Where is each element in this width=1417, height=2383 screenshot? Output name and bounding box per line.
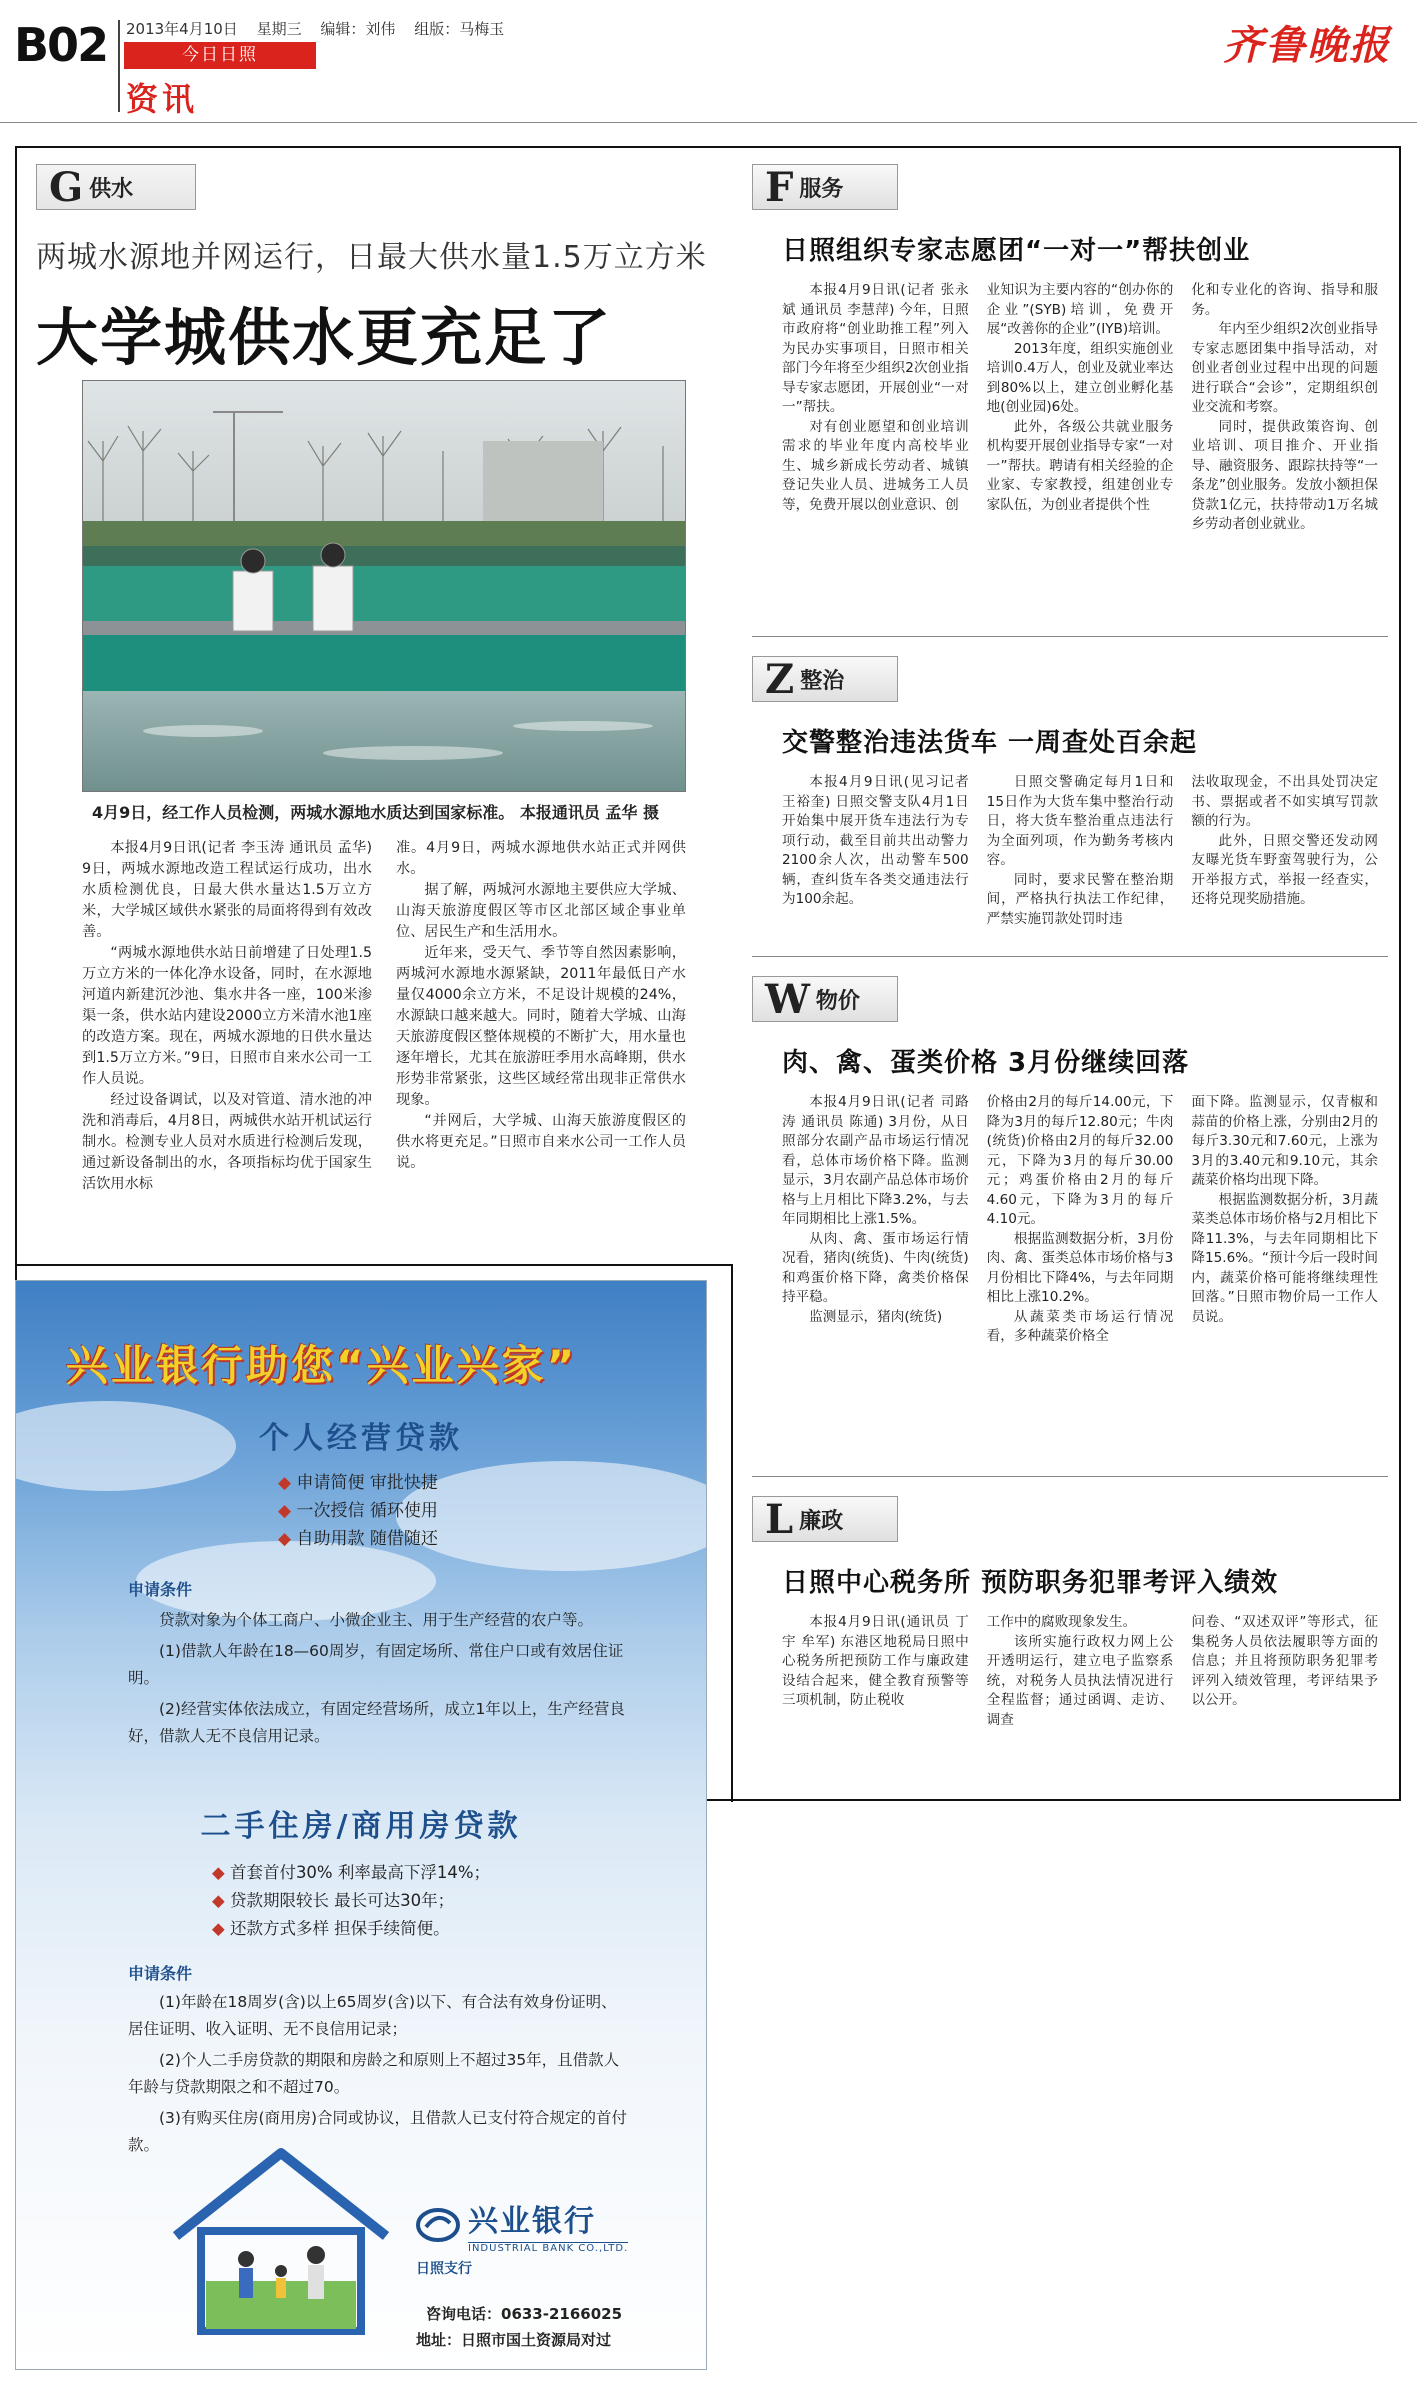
story-prices xyxy=(752,976,1389,1456)
bank-name: 兴业银行 xyxy=(468,2204,596,2239)
story-traffic xyxy=(752,656,1389,946)
story-separator xyxy=(752,956,1388,961)
section-letter: F xyxy=(765,163,794,211)
paragraph: 监测显示，猪肉(统货) xyxy=(809,1308,943,1325)
story-separator xyxy=(752,636,1388,641)
section-letter: G xyxy=(49,163,84,211)
story-column xyxy=(987,773,1174,943)
story-columns xyxy=(752,1613,1388,1783)
story-column xyxy=(987,1613,1174,1783)
ad-product-housing-loan: 二手住房/商用房贷款 xyxy=(200,1809,522,1844)
frame-divider-horizontal xyxy=(15,1264,733,1266)
paragraph: “并网后，大学城、山海天旅游度假区的供水将更充足。”日照市自来水公司一工作人员说。 xyxy=(396,1113,686,1171)
bank-advertisement xyxy=(15,1280,707,2370)
bank-logo xyxy=(416,2196,628,2278)
paragraph: 近年来，受天气、季节等自然因素影响，两城河水源地水源紧缺，2011年最低日产水量仅4000余立方米，不足设计规模的24%，水源缺口越来越大。同时，随着大学城、山海天旅游度假区整体规模的不断扩大，用水量也逐年增长，尤其在旅游旺季用水高峰期，供水形势非常紧张，这些区域经常出现非正常供水现象。 xyxy=(396,945,686,1108)
paragraph: 同时，提供政策咨询、创业培训、项目推介、开业指导、融资服务、跟踪扶持等“一条龙”创业服务。发放小额担保贷款1亿元，扶持带动1万名城乡劳动者创业就业。 xyxy=(1191,418,1379,532)
header-divider xyxy=(118,20,120,112)
story-column xyxy=(1191,1093,1378,1453)
paragraph: 本报4月9日讯(见习记者 王裕奎) 日照交警支队4月1日开始集中展开货车违法行为专项行动，截至目前共出动警力2100余人次，出动警车500辆，查纠货车各类交通违法行为100余起。 xyxy=(782,774,969,907)
paragraph: 工作中的腐败现象发生。 xyxy=(986,1614,1137,1630)
condition-text: (1)年龄在18周岁(含)以上65周岁(含)以下、有合法有效身份证明、居住证明、收入证明、无不良信用记录； xyxy=(128,1993,617,2038)
section-tag-service xyxy=(752,164,898,210)
story-headline: 大学城供水更充足了 xyxy=(36,301,613,374)
paragraph: 本报4月9日讯(记者 张永斌 通讯员 李慧萍) 今年，日照市政府将“创业助推工程”列入为民办实事项目，日照市相关部门今年将至少组织2次创业指导专家志愿团，开展创业“一对一”帮扶。 xyxy=(782,282,969,415)
story-column xyxy=(987,1093,1174,1453)
header-meta xyxy=(126,18,518,39)
story-subhead: 两城水源地并网运行，日最大供水量1.5万立方米 xyxy=(36,240,707,275)
story-headline: 交警整治违法货车 一周查处百余起 xyxy=(782,728,1198,758)
contact-address: 地址：日照市国土资源局对过 xyxy=(416,2331,612,2349)
paragraph: 价格由2月的每斤14.00元，下降为3月的每斤12.80元；牛肉(统货)价格由2月的每斤32.00元，下降为3月的每斤30.00元；鸡蛋价格由2月的每斤4.60元，下降为3月的每斤4.10元。 xyxy=(986,1094,1174,1227)
page-number: B02 xyxy=(14,18,108,72)
story-column xyxy=(782,1093,969,1453)
header-rule xyxy=(0,122,1417,123)
contact-phone: 咨询电话：0633-2166025 xyxy=(426,2305,623,2323)
story-service xyxy=(752,164,1389,634)
section-title: 资讯 xyxy=(126,80,199,118)
story-columns xyxy=(752,1093,1388,1453)
news-photo xyxy=(82,380,686,792)
photo-illustration xyxy=(83,381,686,792)
story-column xyxy=(782,1613,969,1783)
paragraph: 从蔬菜类市场运行情况看，多种蔬菜价格全 xyxy=(986,1308,1174,1344)
water-story-column-1 xyxy=(82,838,372,1258)
bullet-item: ◆ 申请简便 审批快捷 xyxy=(278,1469,438,1497)
paragraph: 化和专业化的咨询、指导和服务。 xyxy=(1191,282,1379,318)
section-letter: L xyxy=(765,1495,794,1543)
issue-weekday: 星期三 xyxy=(256,20,302,38)
section-letter: W xyxy=(765,975,810,1023)
section-label: 服务 xyxy=(799,176,844,202)
newspaper-logo: 齐鲁晚报 xyxy=(1223,22,1391,69)
section-tag-water xyxy=(36,164,196,210)
water-story-column-2 xyxy=(396,838,686,1258)
paragraph: 对有创业愿望和创业培训需求的毕业年度内高校毕业生、城乡新成长劳动者、城镇登记失业人员、进城务工人员等，免费开展以创业意识、创 xyxy=(782,418,969,513)
section-label: 物价 xyxy=(815,988,860,1014)
story-headline: 日照组织专家志愿团“一对一”帮扶创业 xyxy=(782,236,1251,266)
paragraph: 本报4月9日讯(通讯员 丁宇 牟军) 东港区地税局日照中心税务所把预防工作与廉政建设结合起来，健全教育预警等三项机制，防止税收 xyxy=(782,1614,969,1708)
condition-text: (2)个人二手房贷款的期限和房龄之和原则上不超过35年，且借款人年龄与贷款期限之和不超过70。 xyxy=(128,2051,620,2096)
bank-emblem-icon xyxy=(416,2207,460,2243)
paragraph: 法收取现金，不出具处罚决定书、票据或者不如实填写罚款额的行为。 xyxy=(1191,774,1379,829)
ad-conditions-business xyxy=(128,1607,628,1754)
ad-title: 兴业银行助您“兴业兴家” xyxy=(66,1341,578,1390)
paragraph: 问卷、“双述双评”等形式，征集税务人员依法履职等方面的信息；并且将预防职务犯罪考评列入绩效管理，考评结果予以公开。 xyxy=(1191,1614,1379,1708)
paragraph: 经过设备调试，以及对管道、清水池的冲洗和消毒后，4月8日，两城供水站开机试运行制水。检测专业人员对水质进行检测后发现，通过新设备制出的水，各项指标均优于国家生活饮用水标 xyxy=(82,1092,372,1192)
paragraph: 年内至少组织2次创业指导专家志愿团集中指导活动，对创业者创业过程中出现的问题进行联合“会诊”，定期组织创业交流和考察。 xyxy=(1191,321,1379,415)
story-column xyxy=(1191,1613,1378,1783)
ad-conditions-heading: 申请条件 xyxy=(128,1580,193,1599)
water-story xyxy=(36,164,726,377)
paragraph: 2013年度，组织实施创业培训0.4万人，创业及就业率达到80%以上，建立创业孵化基地(创业园)6处。 xyxy=(986,340,1174,415)
paragraph: 从肉、禽、蛋市场运行情况看，猪肉(统货)、牛肉(统货)和鸡蛋价格下降，禽类价格保持平稳。 xyxy=(782,1230,969,1305)
story-separator xyxy=(752,1476,1388,1481)
bank-branch: 日照支行 xyxy=(416,2261,472,2277)
paragraph: 根据监测数据分析，3月份肉、禽、蛋类总体市场价格与3月份相比下降4%，与去年同期相比上涨10.2%。 xyxy=(986,1230,1174,1305)
paragraph: 此外，日照交警还发动网友曝光货车野蛮驾驶行为，公开举报方式，举报一经查实，还将兑现奖励措施。 xyxy=(1191,832,1379,907)
ad-conditions-heading: 申请条件 xyxy=(128,1964,193,1983)
section-tag-traffic xyxy=(752,656,898,702)
paragraph: 据了解，两城河水源地主要供应大学城、山海天旅游度假区等市区北部区域企事业单位、居民生产和生活用水。 xyxy=(396,882,686,940)
section-label: 廉政 xyxy=(799,1508,844,1534)
paragraph: 该所实施行政权力网上公开透明运行，建立电子监察系统，对税务人员执法情况进行全程监督；通过函调、走访、调查 xyxy=(986,1633,1174,1728)
bullet-item: ◆ 自助用款 随借随还 xyxy=(278,1525,438,1553)
photo-caption: 4月9日，经工作人员检测，两城水源地水质达到国家标准。 本报通讯员 孟华 摄 xyxy=(92,803,659,822)
paragraph: “两城水源地供水站日前增建了日处理1.5万立方米的一体化净水设备，同时，在水源地河道内新建沉沙池、集水井各一座，100米渗渠一条，供水站内建设2000立方米清水池1座的改造方案。现在，两城水源地的日供水量达到1.5万立方米。”9日，日照市自来水公司一工作人员说。 xyxy=(82,945,372,1087)
story-column xyxy=(987,281,1174,611)
section-tag-prices xyxy=(752,976,898,1022)
bullet-item: ◆ 一次授信 循环使用 xyxy=(278,1497,438,1525)
bullet-item: ◆ 首套首付30% 利率最高下浮14%； xyxy=(212,1859,490,1887)
paragraph: 本报4月9日讯(记者 李玉涛 通讯员 孟华) 9日，两城水源地改造工程试运行成功，出水水质检测优良，日最大供水量达1.5万立方米，大学城区域供水紧张的局面将得到有效改善。 xyxy=(82,840,372,940)
paragraph: 同时，要求民警在整治期间，严格执行执法工作纪律，严禁实施罚款处罚时违 xyxy=(986,871,1174,927)
section-letter: Z xyxy=(765,655,795,703)
section-label: 整治 xyxy=(800,668,845,694)
condition-text: 贷款对象为个体工商户、小微企业主、用于生产经营的农户等。 xyxy=(159,1611,594,1629)
condition-text: (2)经营实体依法成立，有固定经营场所，成立1年以上，生产经营良好，借款人无不良信用记录。 xyxy=(128,1700,625,1745)
cloud-decoration xyxy=(396,1461,707,1571)
paragraph: 面下降。监测显示，仅青椒和蒜苗的价格上涨，分别由2月的每斤3.30元和7.60元，上涨为3月的3.40元和9.10元，其余蔬菜价格均出现下降。 xyxy=(1191,1094,1379,1188)
bank-name-en: INDUSTRIAL BANK CO.,LTD. xyxy=(468,2243,629,2254)
story-columns xyxy=(752,281,1388,611)
paragraph: 准。4月9日，两城水源地供水站正式并网供水。 xyxy=(396,840,686,877)
story-column xyxy=(782,773,969,943)
section-label: 供水 xyxy=(89,176,134,202)
section-tag-integrity xyxy=(752,1496,898,1542)
paragraph: 根据监测数据分析，3月蔬菜类总体市场价格与2月相比下降11.3%，与去年同期相比下降15.6%。“预计今后一段时间内，蔬菜价格可能将继续理性回落。”日照市物价局一工作人员说。 xyxy=(1191,1191,1379,1325)
ad-bullets-housing xyxy=(212,1859,490,1943)
ad-product-business-loan: 个人经营贷款 xyxy=(259,1421,463,1456)
story-column xyxy=(1191,281,1378,611)
ad-conditions-housing xyxy=(128,1989,628,2163)
paragraph: 本报4月9日讯(记者 司路涛 通讯员 陈通) 3月份，从日照部分农副产品市场运行情况看，总体市场价格下降。监测显示，3月农副产品总体市场价格与上月相比下降3.2%，与去年同期相比上涨1.5%。 xyxy=(782,1094,969,1227)
ad-bullets-business xyxy=(278,1469,438,1553)
condition-text: (3)有购买住房(商用房)合同或协议，且借款人已支付符合规定的首付款。 xyxy=(128,2109,628,2154)
story-column xyxy=(1191,773,1378,943)
story-headline: 日照中心税务所 预防职务犯罪考评入绩效 xyxy=(782,1568,1279,1598)
issue-date: 2013年4月10日 xyxy=(126,20,238,38)
frame-divider-vertical xyxy=(731,1264,733,1802)
condition-text: (1)借款人年龄在18—60周岁，有固定场所、常住户口或有效居住证明。 xyxy=(128,1642,624,1687)
story-column xyxy=(782,281,969,611)
story-headline: 肉、禽、蛋类价格 3月份继续回落 xyxy=(782,1048,1190,1078)
house-family-icon xyxy=(166,2141,396,2341)
story-integrity xyxy=(752,1496,1389,1792)
section-band: 今日日照 xyxy=(124,42,316,69)
paragraph: 业知识为主要内容的“创办你的企业”(SYB)培训，免费开展“改善你的企业”(IYB)培训。 xyxy=(986,282,1174,337)
story-columns xyxy=(752,773,1388,943)
paragraph: 此外，各级公共就业服务机构要开展创业指导专家“一对一”帮扶。聘请有相关经验的企业家、专家教授，组建创业专家队伍，为创业者提供个性 xyxy=(986,418,1174,513)
paragraph: 日照交警确定每月1日和15日作为大货车集中整治行动日，将大货车整治重点违法行为全面列项，作为勤务考核内容。 xyxy=(986,774,1174,868)
layout-credit: 组版：马梅玉 xyxy=(414,20,505,38)
bank-name-block xyxy=(468,2196,628,2254)
bank-logo-row xyxy=(416,2196,628,2254)
bullet-item: ◆ 还款方式多样 担保手续简便。 xyxy=(212,1915,490,1943)
bullet-item: ◆ 贷款期限较长 最长可达30年； xyxy=(212,1887,490,1915)
editor-credit: 编辑：刘伟 xyxy=(320,20,396,38)
